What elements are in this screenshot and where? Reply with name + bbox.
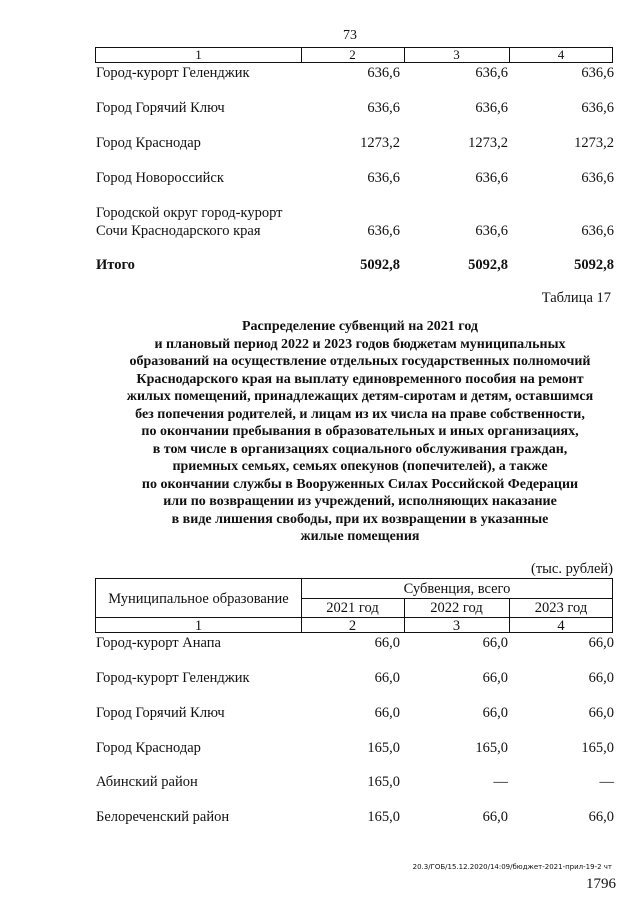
- value-2023: 165,0: [581, 740, 614, 756]
- value-2023: 1273,2: [574, 135, 614, 151]
- value-2023: 66,0: [588, 670, 614, 686]
- title-line: жилые помещения: [300, 529, 420, 544]
- value-2023: 636,6: [581, 170, 614, 186]
- value-2021: 165,0: [367, 774, 400, 790]
- title-line: по окончании пребывания в образовательных и иных организациях,: [141, 424, 579, 439]
- bottom-table-header: [95, 578, 613, 633]
- table-title: [60, 318, 640, 546]
- title-line: по окончании службы в Вооруженных Силах Российской Федерации: [141, 476, 579, 492]
- value-2022: 636,6: [475, 100, 508, 116]
- col-municipality: Муниципальное образование: [108, 591, 289, 607]
- value-2023: 66,0: [588, 705, 614, 721]
- value-2022: 636,6: [475, 223, 508, 239]
- value-2022: 66,0: [482, 705, 508, 721]
- title-line: в том числе в организациях социального обслуживания граждан,: [152, 441, 568, 457]
- value-2023: 636,6: [581, 100, 614, 116]
- title-line: или по возвращении из учреждений, исполняющих наказание: [163, 494, 557, 509]
- municipality-name: Абинский район: [96, 774, 198, 790]
- value-2023: 66,0: [588, 809, 614, 825]
- value-2021: 66,0: [374, 705, 400, 721]
- units-label: (тыс. рублей): [531, 561, 613, 577]
- title-line: приемных семьях, семьях опекунов (попечителей), а также: [172, 459, 548, 474]
- municipality-name: Город Горячий Ключ: [96, 100, 225, 116]
- bottom-header-num-2: 2: [348, 618, 357, 634]
- top-header-num-1: 1: [195, 47, 202, 62]
- municipality-name: Город Краснодар: [96, 740, 201, 756]
- municipality-name-line-2: Сочи Краснодарского края: [96, 223, 261, 239]
- value-2022: 165,0: [475, 740, 508, 756]
- top-table-number-header: [95, 47, 613, 63]
- bottom-header-num-1: 1: [194, 618, 203, 634]
- title-line: без попечения родителей, и лицам из их числа на праве собственности,: [135, 406, 585, 422]
- table-label: Таблица 17: [541, 290, 611, 306]
- value-2021: 66,0: [374, 635, 400, 651]
- value-2023: 636,6: [581, 223, 614, 239]
- value-2021: 636,6: [367, 65, 400, 81]
- col-year-2022: 2022 год: [430, 600, 483, 616]
- value-2023: —: [599, 774, 614, 790]
- table-row: [96, 204, 614, 240]
- value-2022: 66,0: [482, 809, 508, 825]
- bottom-header-num-4: 4: [557, 618, 565, 634]
- value-2022: 1273,2: [468, 135, 508, 151]
- title-line: образований на осуществление отдельных государственных полномочий: [129, 354, 591, 369]
- footer-document-code: 20.3/ГОБ/15.12.2020/14:09/бюджет-2021-прил-19-2 чт: [412, 863, 612, 871]
- total-label: Итого: [96, 257, 135, 273]
- total-2022: 5092,8: [468, 257, 508, 273]
- value-2022: 66,0: [482, 635, 508, 651]
- title-line: и плановый период 2022 и 2023 годов бюджетам муниципальных: [154, 336, 566, 352]
- page-number: 73: [343, 28, 357, 43]
- municipality-name: Город-курорт Геленджик: [96, 670, 250, 686]
- municipality-name: Город Новороссийск: [96, 170, 224, 186]
- total-2023: 5092,8: [574, 257, 614, 273]
- total-2021: 5092,8: [360, 257, 400, 273]
- value-2022: 636,6: [475, 170, 508, 186]
- value-2022: 636,6: [475, 65, 508, 81]
- municipality-name: Город Краснодар: [96, 135, 201, 151]
- top-header-num-4: 4: [557, 47, 565, 62]
- municipality-name: Город-курорт Анапа: [96, 635, 221, 651]
- footer-page-number: 1796: [586, 876, 616, 892]
- municipality-name: Город-курорт Геленджик: [96, 65, 250, 81]
- municipality-name-line-1: Городской округ город-курорт: [96, 205, 283, 221]
- value-2021: 66,0: [374, 670, 400, 686]
- value-2021: 636,6: [367, 170, 400, 186]
- value-2021: 1273,2: [360, 135, 400, 151]
- col-year-2021: 2021 год: [326, 600, 379, 616]
- title-line: Распределение субвенций на 2021 год: [242, 319, 478, 334]
- value-2022: 66,0: [482, 670, 508, 686]
- col-year-2023: 2023 год: [534, 600, 588, 616]
- col-subvention: Субвенция, всего: [403, 581, 511, 597]
- title-line: в виде лишения свободы, при их возвращении в указанные: [171, 511, 549, 527]
- value-2023: 636,6: [581, 65, 614, 81]
- value-2023: 66,0: [588, 635, 614, 651]
- title-line: Краснодарского края на выплату единовременного пособия на ремонт: [136, 371, 584, 387]
- value-2021: 165,0: [367, 740, 400, 756]
- value-2021: 165,0: [367, 809, 400, 825]
- top-header-num-2: 2: [349, 47, 356, 62]
- municipality-name: Белореченский район: [96, 809, 230, 825]
- municipality-name: Город Горячий Ключ: [96, 705, 225, 721]
- top-header-num-3: 3: [453, 47, 460, 62]
- title-line: жилых помещений, принадлежащих детям-сиротам и детям, оставшимся: [126, 389, 594, 404]
- value-2021: 636,6: [367, 223, 400, 239]
- bottom-header-num-3: 3: [452, 618, 461, 634]
- value-2022: —: [493, 774, 508, 790]
- value-2021: 636,6: [367, 100, 400, 116]
